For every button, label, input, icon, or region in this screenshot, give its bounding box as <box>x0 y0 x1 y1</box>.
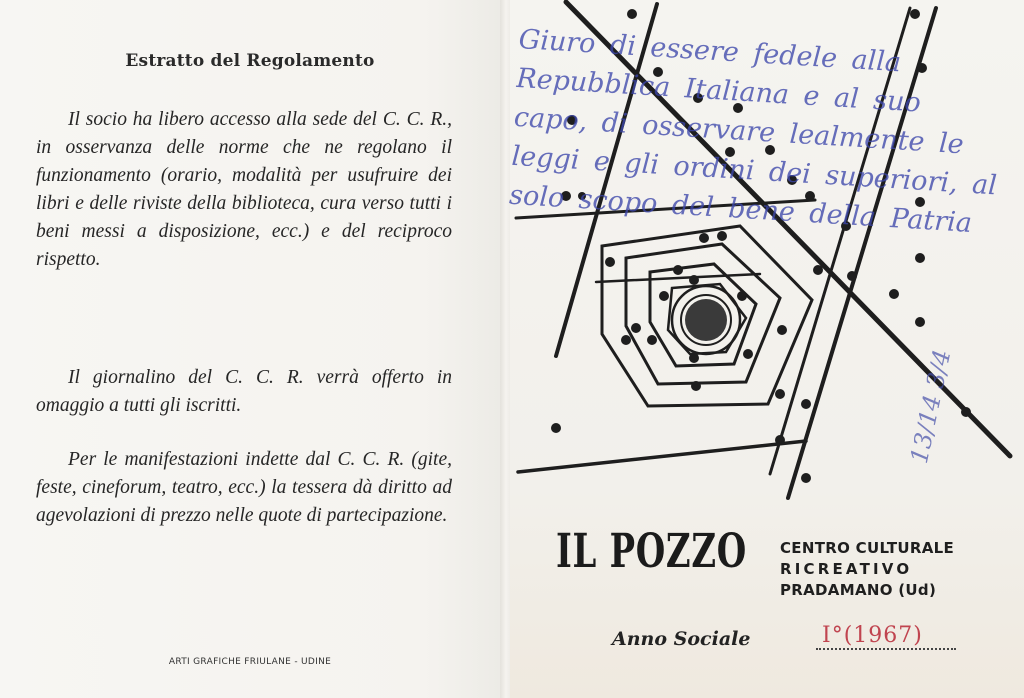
anno-sociale-label: Anno Sociale <box>612 628 751 650</box>
handwritten-oath: Giuro di essere fedele alla Repubblica Italiana e al suo capo, di osservare lealmente le leggi e gli ordini dei superiori, al solo scopo del bene della Patria <box>508 23 998 239</box>
club-name: IL POZZO <box>556 524 747 579</box>
organization-line-1: CENTRO CULTURALE <box>780 539 955 557</box>
regolamento-paragraph-3: Per le manifestazioni indette dal C. C. R. (gite, feste, cineforum, teatro, ecc.) la tessera dà diritto ad agevolazioni di prezzo nelle quote di partecipazione. <box>36 449 452 526</box>
handwritten-side-note: 13/14 3/4 <box>905 347 957 466</box>
printer-credit: ARTI GRAFICHE FRIULANE - UDINE <box>168 657 332 667</box>
anno-sociale-dotted-line <box>816 648 956 650</box>
organization-line-2: RICREATIVO <box>780 560 913 578</box>
organization-block <box>780 538 954 601</box>
regolamento-paragraph-2: Il giornalino del C. C. R. verrà offerto in omaggio a tutti gli iscritti. <box>36 367 452 416</box>
anno-sociale-value: I°(1967) <box>822 623 923 648</box>
regolamento-title: Estratto del Regolamento <box>125 51 375 71</box>
regolamento-paragraph-1: Il socio ha libero accesso alla sede del C. C. R., in osservanza delle norme che ne regolano il funzionamento (orario, modalità per usufruire dei libri e delle riviste della biblioteca, cura verso tutti i beni messi a disposizione, ecc.) e del reciproco rispetto. <box>36 109 452 270</box>
organization-line-3: PRADAMANO (Ud) <box>780 581 937 599</box>
